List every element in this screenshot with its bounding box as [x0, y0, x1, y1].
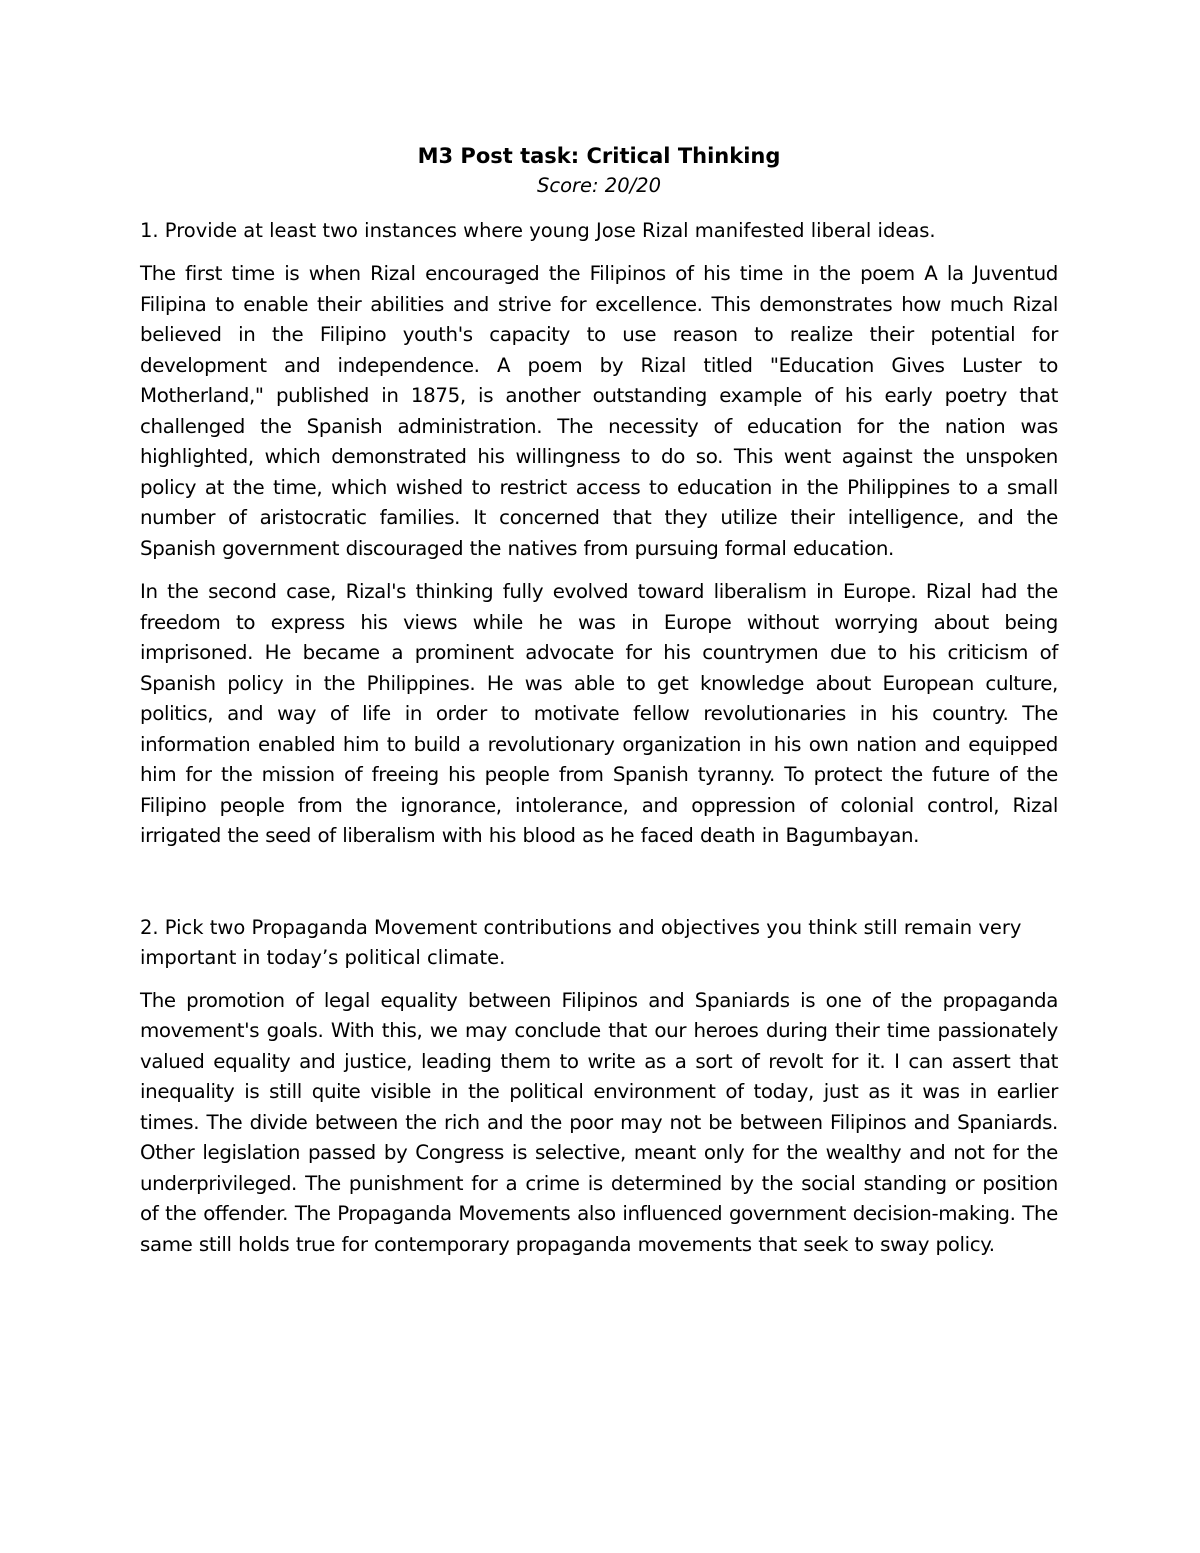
section-spacer [140, 865, 1058, 913]
question-2-answer-paragraph-1: The promotion of legal equality between Filipinos and Spaniards is one of the propaganda movement's goals. With this, we may conclude that our heroes during their time passionately valued equality and justice, leading them to write as a sort of revolt for it. I can assert that inequality is still quite visible in the political environment of today, just as it was in earlier times. The divide between the rich and the poor may not be between Filipinos and Spaniards. Other legislation passed by Congress is selective, meant only for the wealthy and not for the underprivileged. The punishment for a crime is determined by the social standing or position of the offender. The Propaganda Movements also influenced government decision-making. The same still holds true for contemporary propaganda movements that seek to sway policy. [140, 988, 1058, 1256]
question-1-answer-paragraph-2: In the second case, Rizal's thinking fully evolved toward liberalism in Europe. Rizal had the freedom to express his views while he was in Europe without worrying about being imprisoned. He became a prominent advocate for his countrymen due to his criticism of Spanish policy in the Philippines. He was able to get knowledge about European culture, politics, and way of life in order to motivate fellow revolutionaries in his country. The information enabled him to build a revolutionary organization in his own nation and equipped him for the mission of freeing his people from Spanish tyranny. To protect the future of the Filipino people from the ignorance, intolerance, and oppression of colonial control, Rizal irrigated the seed of liberalism with his blood as he faced death in Bagumbayan. [140, 580, 1058, 847]
question-1-answer-paragraph-1: The first time is when Rizal encouraged the Filipinos of his time in the poem A la Juventud Filipina to enable their abilities and strive for excellence. This demonstrates how much Rizal believed in the Filipino youth's capacity to use reason to realize their potential for development and independence. A poem by Rizal titled "Education Gives Luster to Motherland," published in 1875, is another outstanding example of his early poetry that challenged the Spanish administration. The necessity of education for the nation was highlighted, which demonstrated his willingness to do so. This went against the unspoken policy at the time, which wished to restrict access to education in the Philippines to a small number of aristocratic families. It concerned that they utilize their intelligence, and the Spanish government discouraged the natives from pursuing formal education. [140, 262, 1058, 560]
score-line: Score: 20/20 [536, 174, 661, 197]
document-title: M3 Post task: Critical Thinking [417, 144, 781, 168]
question-2-prompt: 2. Pick two Propaganda Movement contributions and objectives you think still remain very important in today’s political climate. [140, 915, 1022, 969]
document-page [140, 141, 1058, 1273]
question-1-prompt: 1. Provide at least two instances where young Jose Rizal manifested liberal ideas. [140, 219, 936, 242]
